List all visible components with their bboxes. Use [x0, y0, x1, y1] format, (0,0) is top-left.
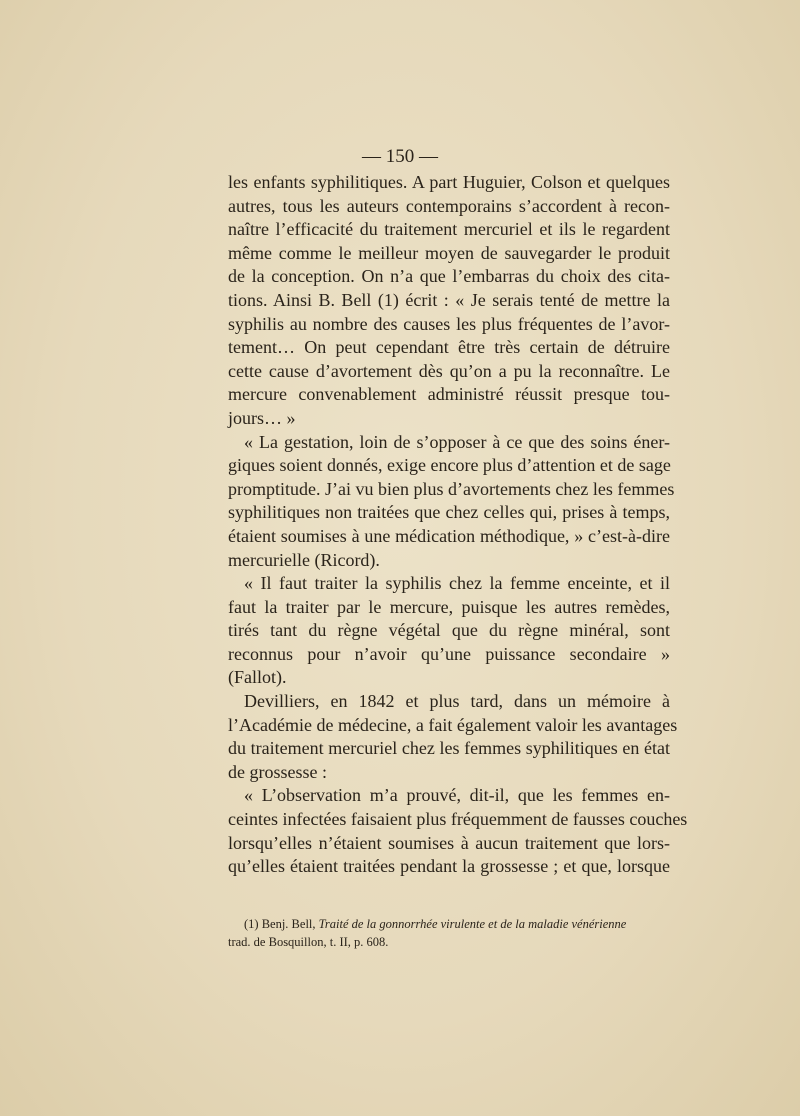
text-line: autres, tous les auteurs contemporains s’accordent à recon-: [228, 195, 670, 216]
text-line: tement… On peut cependant être très certain de détruire: [228, 337, 670, 358]
text-line: syphilitiques non traitées que chez celles qui, prises à temps,: [228, 502, 670, 523]
footnote-title: Traité de la gonnorrhée virulente et de la maladie vénérienne: [318, 917, 627, 931]
text-line: « La gestation, loin de s’opposer à ce que des soins éner-: [244, 431, 670, 452]
page-number: — 150 —: [362, 146, 438, 167]
text-line: Devilliers, en 1842 et plus tard, dans un mémoire à: [244, 691, 670, 712]
text-line: naître l’efficacité du traitement mercuriel et ils le regardent: [228, 219, 670, 240]
text-line: ceintes infectées faisaient plus fréquemment de fausses couches: [228, 809, 688, 830]
text-line: giques soient donnés, exige encore plus d’attention et de sage: [228, 455, 671, 476]
text-line: (Fallot).: [228, 667, 287, 688]
text-line: promptitude. J’ai vu bien plus d’avortements chez les femmes: [228, 478, 675, 499]
text-line: tions. Ainsi B. Bell (1) écrit : « Je serais tenté de mettre la: [228, 289, 670, 310]
footnote-marker: (1) Benj. Bell,: [244, 917, 316, 931]
text-line: même comme le meilleur moyen de sauvegarder le produit: [228, 242, 670, 263]
footnote: [228, 915, 670, 951]
footnote-line: [228, 915, 670, 933]
text-line: de grossesse :: [228, 761, 327, 782]
text-line: de la conception. On n’a que l’embarras du choix des cita-: [228, 266, 670, 287]
footnote-line: trad. de Bosquillon, t. II, p. 608.: [228, 935, 389, 949]
text-line: « Il faut traiter la syphilis chez la femme enceinte, et il: [244, 573, 670, 594]
text-line: reconnus pour n’avoir qu’une puissance secondaire »: [228, 643, 670, 664]
text-line: étaient soumises à une médication méthodique, » c’est-à-dire: [228, 525, 670, 546]
text-line: qu’elles étaient traitées pendant la grossesse ; et que, lorsque: [228, 856, 670, 877]
text-line: faut la traiter par le mercure, puisque les autres remèdes,: [228, 596, 670, 617]
body-text: [228, 171, 688, 879]
text-line: l’Académie de médecine, a fait également valoir les avantages: [228, 714, 678, 735]
text-line: tirés tant du règne végétal que du règne minéral, sont: [228, 620, 670, 641]
text-line: du traitement mercuriel chez les femmes syphilitiques en état: [228, 738, 670, 759]
text-line: cette cause d’avortement dès qu’on a pu la reconnaître. Le: [228, 360, 670, 381]
text-line: mercure convenablement administré réussit presque tou-: [228, 384, 670, 405]
text-line: jours… »: [228, 407, 296, 428]
text-line: les enfants syphilitiques. A part Huguier, Colson et quelques: [228, 172, 670, 192]
text-line: lorsqu’elles n’étaient soumises à aucun traitement que lors-: [228, 832, 670, 853]
text-line: « L’observation m’a prouvé, dit-il, que les femmes en-: [244, 785, 670, 806]
text-line: syphilis au nombre des causes les plus fréquentes de l’avor-: [228, 313, 670, 334]
text-line: mercurielle (Ricord).: [228, 549, 380, 570]
